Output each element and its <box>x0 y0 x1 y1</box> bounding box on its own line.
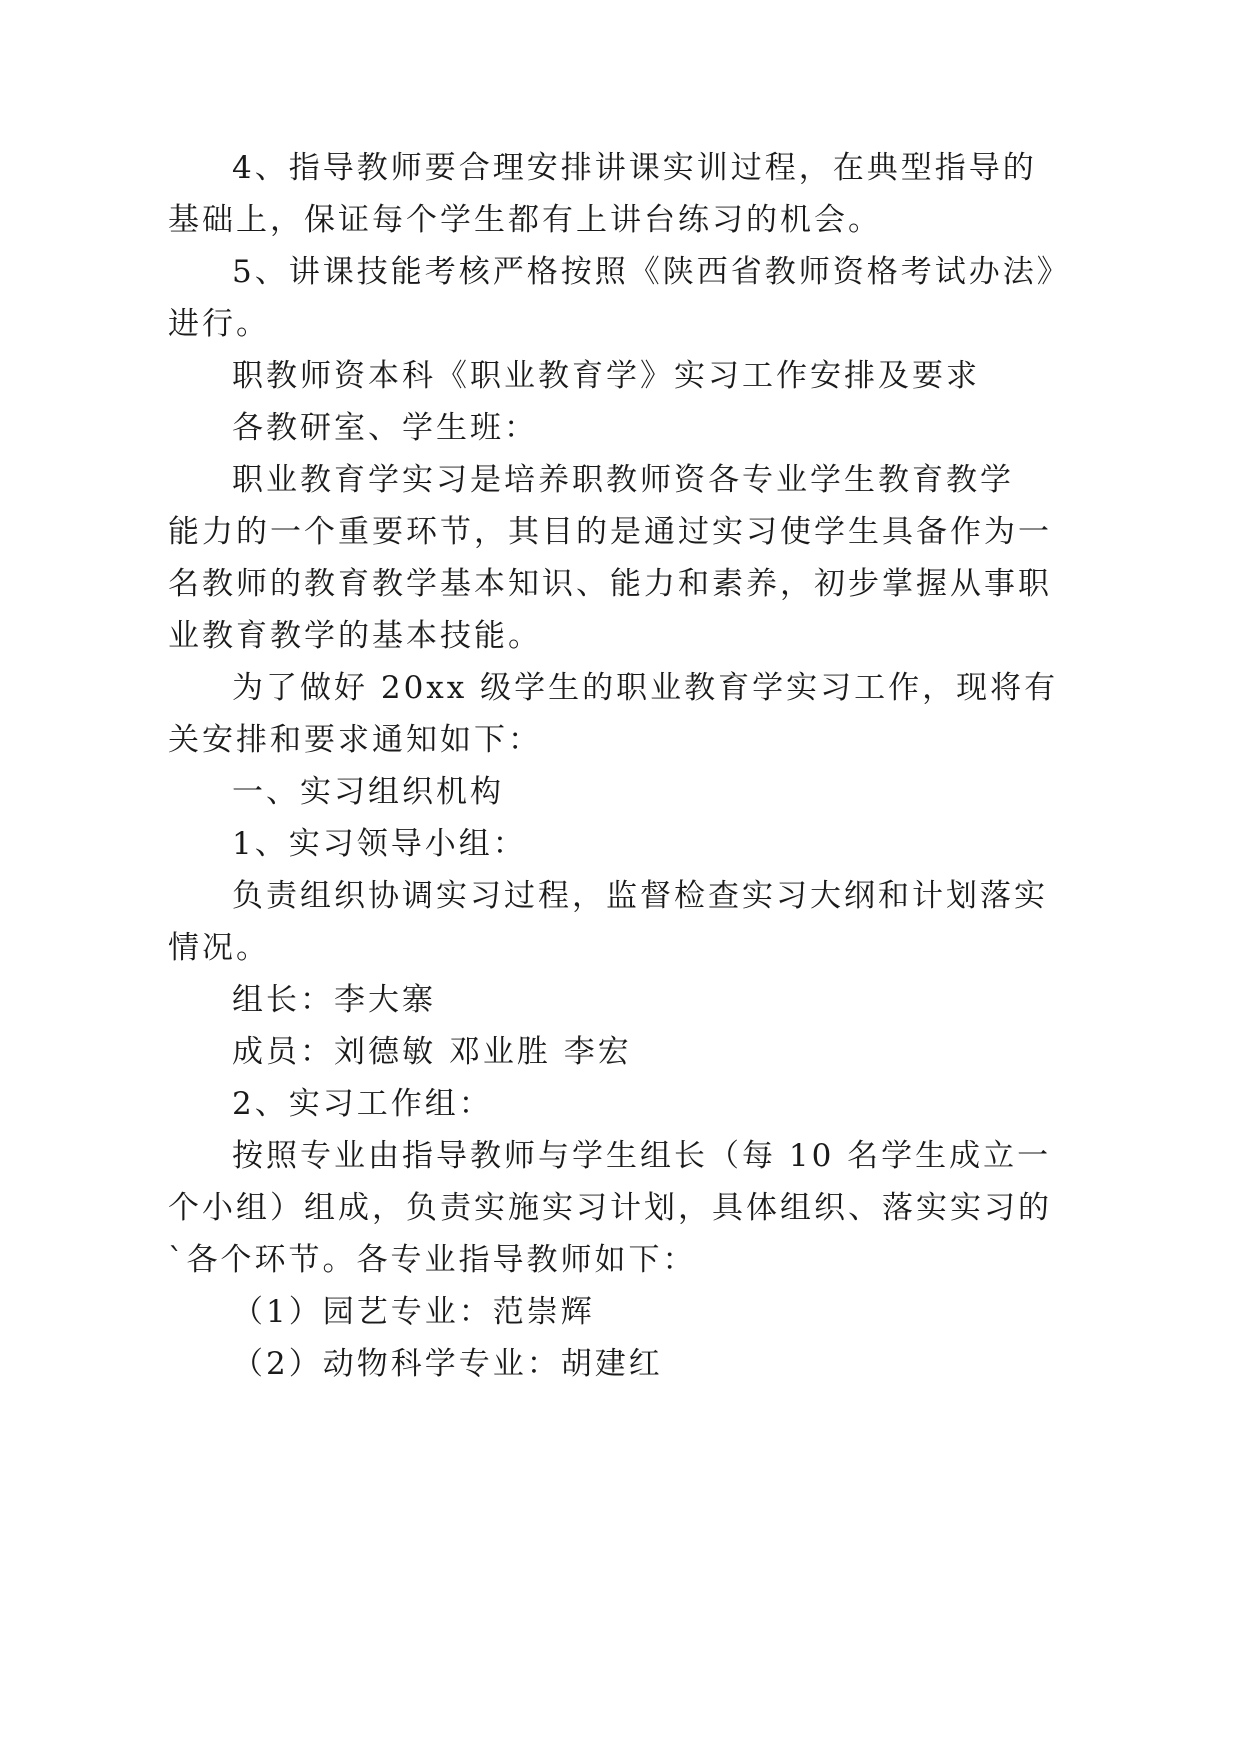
paragraph-line: 4、指导教师要合理安排讲课实训过程，在典型指导的 <box>232 150 1037 186</box>
subsection-heading: 2、实习工作组： <box>232 1086 493 1122</box>
list-item: （2）动物科学专业：胡建红 <box>232 1346 663 1382</box>
paragraph-line: 情况。 <box>168 930 270 966</box>
paragraph-line: 进行。 <box>168 306 270 342</box>
paragraph-line: 能力的一个重要环节，其目的是通过实习使学生具备作为一 <box>168 514 1052 550</box>
paragraph-line: 关安排和要求通知如下： <box>168 722 542 758</box>
paragraph-line: 个小组）组成，负责实施实习计划，具体组织、落实实习的 <box>168 1190 1052 1226</box>
paragraph-line: 5、讲课技能考核严格按照《陕西省教师资格考试办法》 <box>232 254 1071 290</box>
list-item: （1）园艺专业：范崇辉 <box>232 1294 595 1330</box>
subsection-heading: 1、实习领导小组： <box>232 826 527 862</box>
paragraph-line: 名教师的教育教学基本知识、能力和素养，初步掌握从事职 <box>168 566 1052 602</box>
paragraph-line: 业教育教学的基本技能。 <box>168 618 542 654</box>
paragraph-line: 基础上，保证每个学生都有上讲台练习的机会。 <box>168 202 882 238</box>
paragraph-line: 职业教育学实习是培养职教师资各专业学生教育教学 <box>232 462 1014 498</box>
members-line: 成员：刘德敏 邓业胜 李宏 <box>232 1034 632 1070</box>
paragraph-line: 负责组织协调实习过程，监督检查实习大纲和计划落实 <box>232 878 1048 914</box>
section-heading: 一、实习组织机构 <box>232 774 504 810</box>
section-title: 职教师资本科《职业教育学》实习工作安排及要求 <box>232 358 980 394</box>
paragraph-line: 按照专业由指导教师与学生组长（每 10 名学生成立一 <box>232 1138 1052 1174</box>
leader-line: 组长：李大寨 <box>232 982 436 1018</box>
paragraph-line: 为了做好 20xx 级学生的职业教育学实习工作，现将有 <box>232 670 1059 706</box>
salutation: 各教研室、学生班： <box>232 410 538 446</box>
paragraph-line: `各个环节。各专业指导教师如下： <box>168 1242 697 1278</box>
